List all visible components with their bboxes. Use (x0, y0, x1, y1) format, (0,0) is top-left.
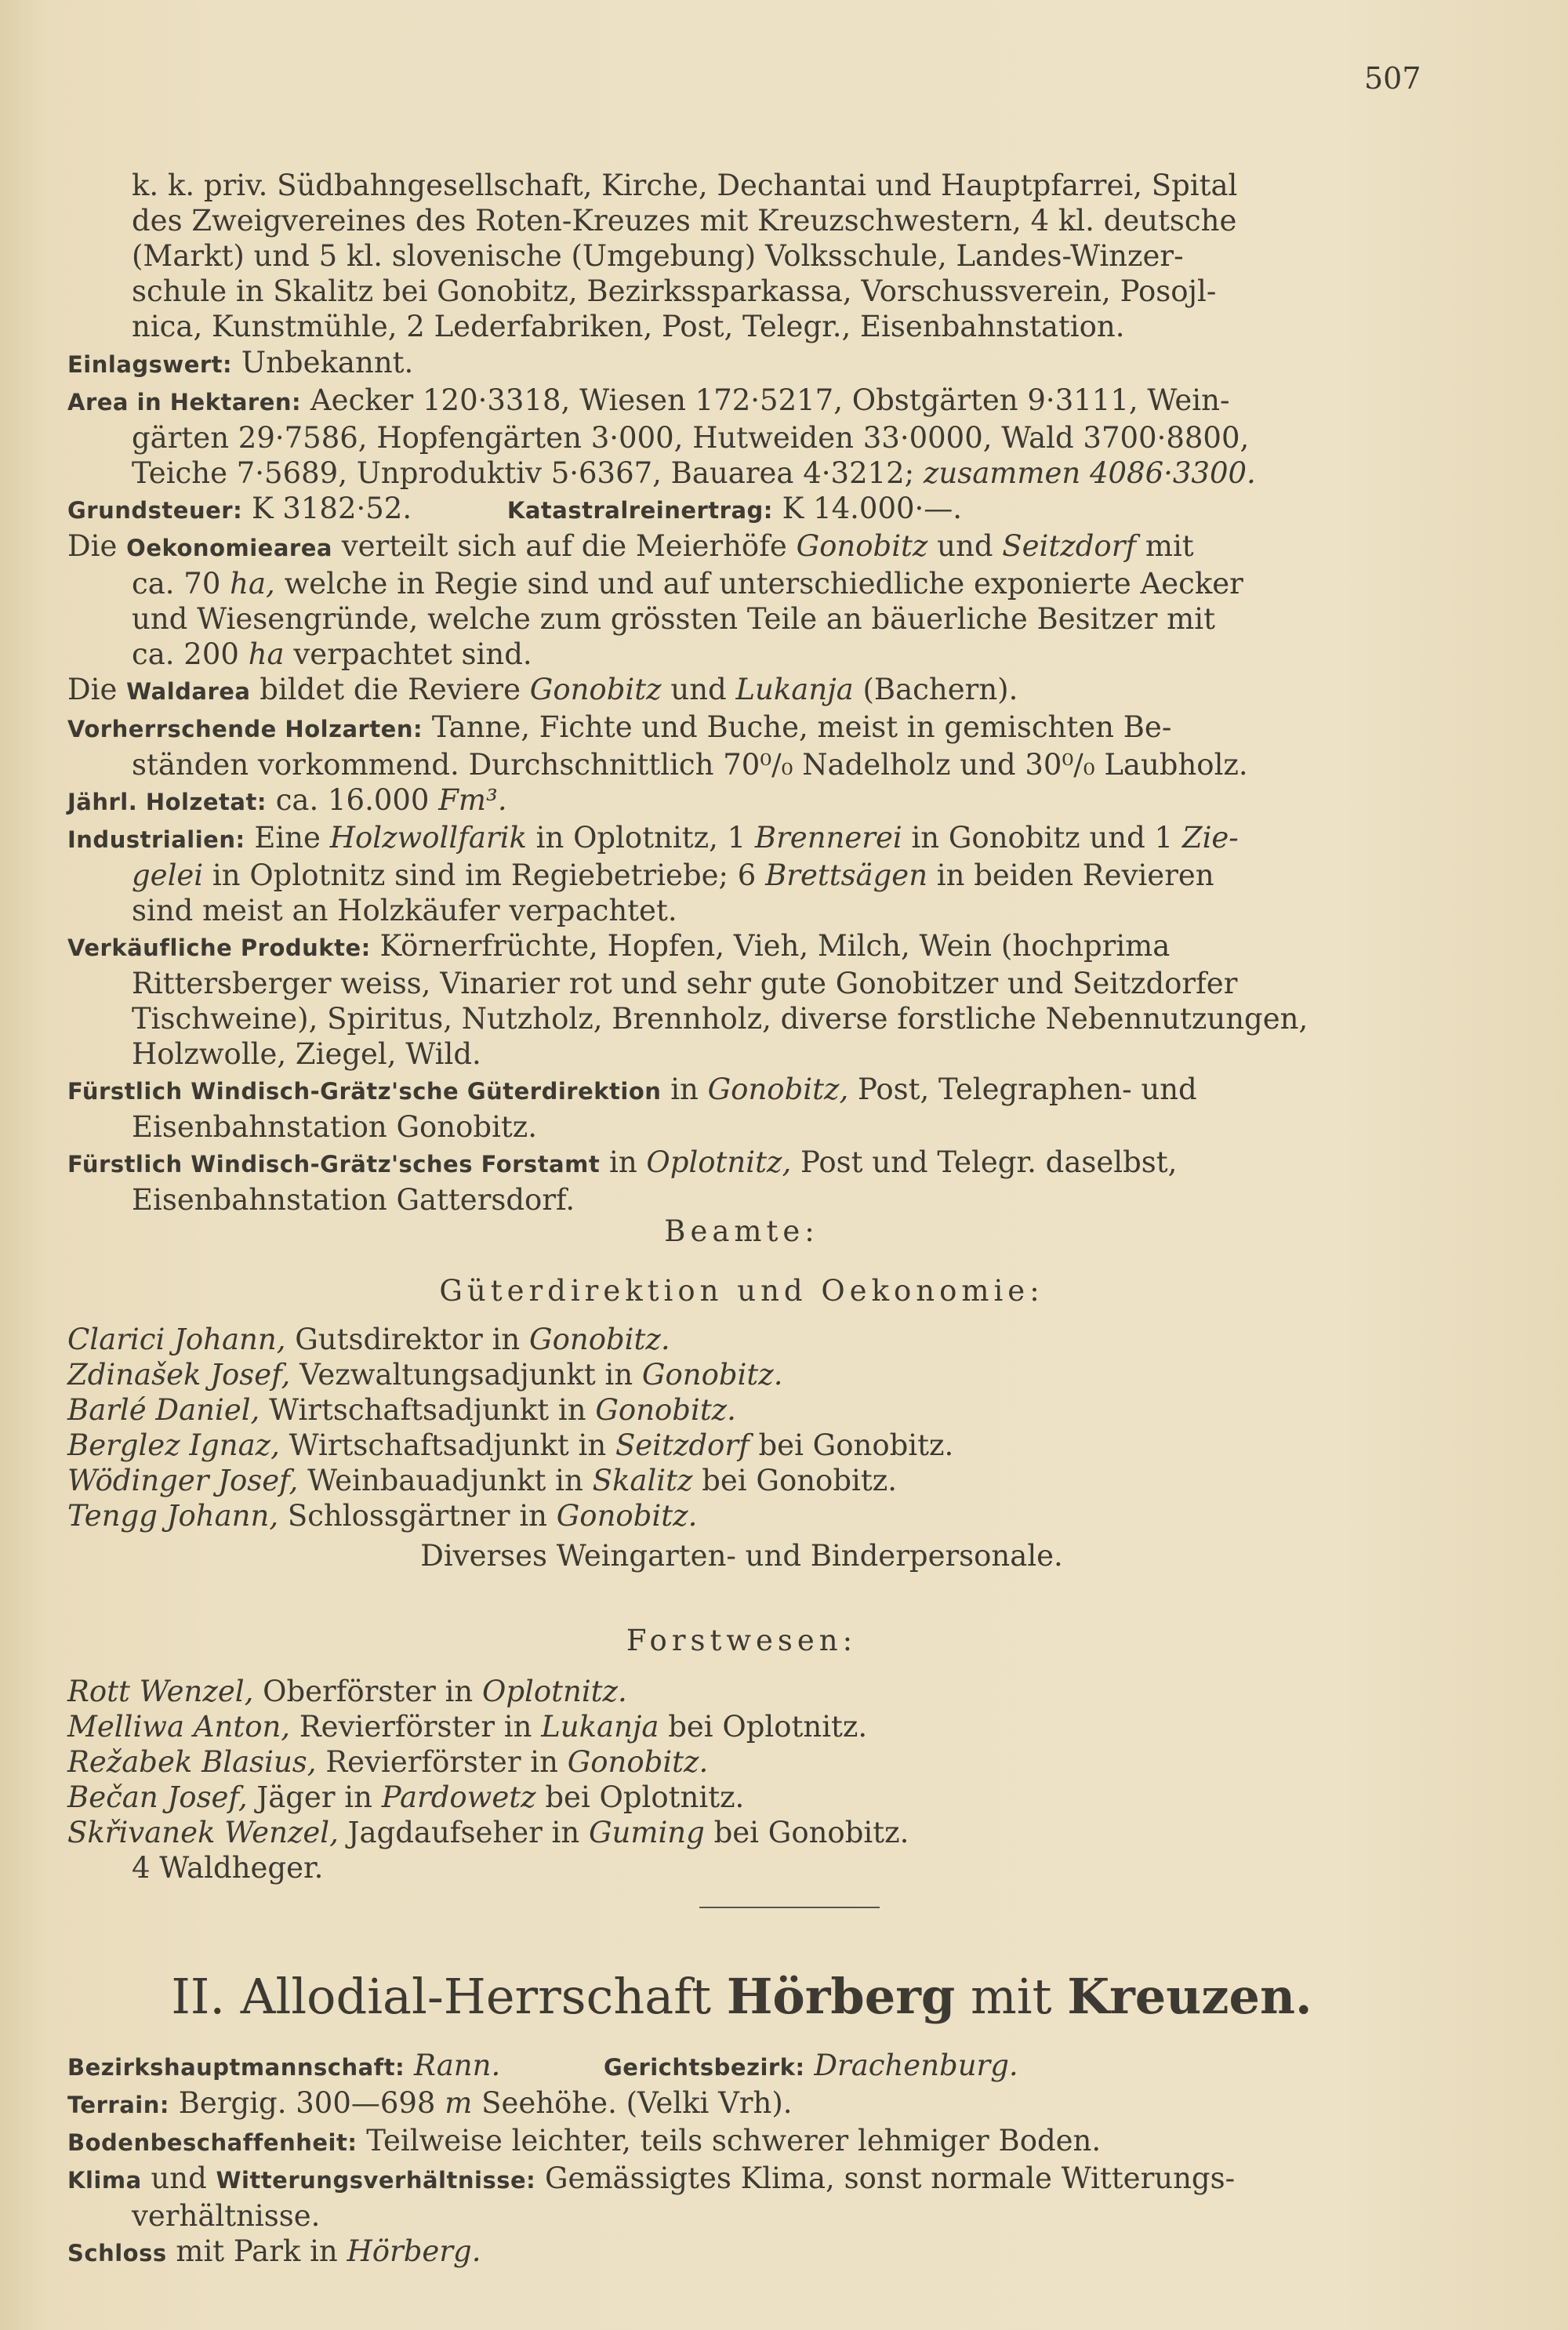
einlagswert-entry (67, 345, 1416, 383)
klima-label: Klima (67, 2167, 142, 2194)
boden-entry (67, 2123, 1416, 2161)
staff-place: Guming (589, 1816, 705, 1849)
gueterdirektion-label: Fürstlich Windisch-Grätz'sche Güterdirektion (67, 1078, 662, 1105)
unit: ha (248, 637, 285, 671)
section-heading-mid: mit (970, 1968, 1052, 2025)
text-line: ständen vorkommend. Durchschnittlich 70⁰/₀ Nadelholz und 30⁰/₀ Laubholz. (132, 748, 1248, 782)
einlagswert-label: Einlagswert: (67, 351, 233, 378)
gueterdirektion-entry (67, 1072, 1416, 1145)
oekonomie-label: Oekonomiearea (126, 535, 332, 561)
area-line: gärten 29·7586, Hopfengärten 3·000, Hutweiden 33·0000, Wald 3700·8800, (132, 421, 1250, 455)
grundsteuer-value: K 3182·52. (251, 492, 412, 525)
staff-name: Skřivanek Wenzel, (67, 1816, 339, 1849)
staff-name: Barlé Daniel, (67, 1393, 260, 1427)
waldarea-entry (67, 672, 1416, 710)
staff-place: Gonobitz. (567, 1745, 709, 1779)
staff-place: Gonobitz. (641, 1358, 783, 1392)
staff-place: Seitzdorf (615, 1428, 750, 1462)
holzetat-label: Jährl. Holzetat: (67, 789, 267, 815)
steuer-entry (67, 491, 1416, 528)
main-entries (67, 345, 1416, 1218)
staff-role: Vezwaltungsadjunkt in (299, 1358, 633, 1392)
produkte-entry (67, 928, 1416, 1072)
staff-role: Revierförster in (299, 1710, 532, 1744)
area-line-last (67, 455, 1416, 491)
oekonomie-entry (67, 528, 1416, 672)
gueter-staff-list (67, 1322, 1416, 1573)
intro-line: des Zweigvereines des Roten-Kreuzes mit Kreuzschwestern, 4 kl. deutsche (132, 204, 1237, 238)
staff-suffix: bei Oplotnitz. (545, 1780, 745, 1814)
text: ca. 70 (132, 567, 221, 601)
holzarten-entry (67, 710, 1416, 782)
area-total: zusammen 4086·3300. (923, 456, 1256, 490)
staff-role: Wirtschaftsadjunkt in (289, 1428, 607, 1462)
staff-name: Berglez Ignaz, (67, 1428, 280, 1462)
unit: Fm³. (438, 783, 507, 817)
staff-name: Zdinašek Josef, (67, 1358, 291, 1392)
staff-role: Weinbauadjunkt in (307, 1464, 583, 1497)
text: Die (67, 529, 118, 563)
area-line: Aecker 120·3318, Wiesen 172·5217, Obstgärten 9·3111, Wein- (310, 383, 1230, 417)
staff-role: Schlossgärtner in (287, 1499, 547, 1533)
staff-name: Rott Wenzel, (67, 1675, 254, 1708)
term: Brettsägen (765, 858, 928, 892)
holzarten-label: Vorherrschende Holzarten: (67, 716, 423, 742)
staff-row (67, 1498, 1416, 1533)
section-heading-prefix: II. Allodial-Herrschaft (171, 1968, 712, 2025)
place-name: Hörberg. (347, 2234, 481, 2268)
staff-role: Jagdaufseher in (347, 1816, 580, 1849)
place-name: Gonobitz, (707, 1072, 849, 1106)
section-heading (67, 1968, 1416, 2025)
katastral-value: K 14.000·—. (782, 492, 963, 525)
section-heading-name: Kreuzen. (1067, 1968, 1312, 2025)
text: (Bachern). (862, 673, 1018, 706)
staff-name: Melliwa Anton, (67, 1710, 291, 1744)
text-line: Eisenbahnstation Gonobitz. (132, 1110, 538, 1144)
text: in Gonobitz und 1 (911, 821, 1174, 855)
staff-place: Pardowetz (381, 1780, 536, 1814)
text: in (608, 1145, 637, 1179)
waldarea-label: Waldarea (126, 678, 251, 705)
holzetat-value: ca. 16.000 (275, 783, 430, 817)
staff-name: Tengg Johann, (67, 1499, 279, 1533)
forst-heading: Forstwesen: (626, 1624, 858, 1657)
text: Eine (254, 821, 321, 855)
place-name: Oplotnitz, (646, 1145, 792, 1179)
staff-row (67, 1709, 1416, 1744)
staff-role: Oberförster in (263, 1675, 474, 1708)
boden-label: Bodenbeschaffenheit: (67, 2129, 358, 2156)
text: in (670, 1072, 699, 1106)
section-divider (699, 1907, 880, 1908)
einlagswert-value: Unbekannt. (241, 346, 414, 379)
forstamt-label: Fürstlich Windisch-Grätz'sches Forstamt (67, 1151, 601, 1178)
text: Gemässigtes Klima, sonst normale Witterungs- (545, 2161, 1236, 2195)
place-name: Lukanja (735, 673, 854, 706)
bh-label: Bezirkshauptmannschaft: (67, 2054, 405, 2081)
forst-staff-list (67, 1674, 1416, 1885)
text: in Oplotnitz, 1 (535, 821, 746, 855)
text: und (670, 673, 727, 706)
text: verteilt sich auf die Meierhöfe (341, 529, 787, 563)
text: mit Park in (176, 2234, 338, 2268)
text-line: Holzwolle, Ziegel, Wild. (132, 1037, 481, 1071)
area-label: Area in Hektaren: (67, 389, 302, 416)
forst-extra: 4 Waldheger. (132, 1851, 324, 1885)
text-line: verhältnisse. (132, 2199, 321, 2233)
text: bildet die Reviere (260, 673, 521, 706)
page-number: 507 (1364, 61, 1421, 96)
intro-line: k. k. priv. Südbahngesellschaft, Kirche, Dechantai und Hauptpfarrei, Spital (132, 169, 1238, 202)
staff-place: Gonobitz. (595, 1393, 736, 1427)
produkte-label: Verkäufliche Produkte: (67, 935, 371, 961)
staff-suffix: bei Oplotnitz. (668, 1710, 868, 1744)
schloss-label: Schloss (67, 2240, 167, 2266)
staff-place: Lukanja (541, 1710, 659, 1744)
text: mit (1145, 529, 1194, 563)
staff-row (67, 1463, 1416, 1498)
staff-name: Režabek Blasius, (67, 1745, 317, 1779)
gb-value: Drachenburg. (814, 2049, 1018, 2082)
unit: m (445, 2086, 473, 2120)
bh-gb-entry (67, 2048, 1416, 2085)
intro-paragraph (67, 168, 1416, 344)
text: Die (67, 673, 118, 706)
gueter-heading: Güterdirektion und Oekonomie: (439, 1274, 1044, 1308)
text-line: und Wiesengründe, welche zum grössten Teile an bäuerliche Besitzer mit (132, 602, 1215, 636)
staff-row (67, 1780, 1416, 1815)
term: gelei (132, 858, 204, 892)
text: Bergig. 300—698 (178, 2086, 436, 2120)
staff-row (67, 1428, 1416, 1463)
staff-row (67, 1322, 1416, 1357)
staff-role: Jäger in (256, 1780, 372, 1814)
intro-line: schule in Skalitz bei Gonobitz, Bezirkssparkassa, Vorschussverein, Posojl- (132, 274, 1217, 308)
gb-label: Gerichtsbezirk: (603, 2054, 805, 2081)
section2-entries (67, 2048, 1416, 2271)
text: verpachtet sind. (293, 637, 532, 671)
intro-line: (Markt) und 5 kl. slovenische (Umgebung) Volksschule, Landes-Winzer- (132, 239, 1184, 273)
text: Seehöhe. (Velki Vrh). (481, 2086, 793, 2120)
text-line: sind meist an Holzkäufer verpachtet. (132, 894, 677, 927)
text-line: Rittersberger weiss, Vinarier rot und sehr gute Gonobitzer und Seitzdorfer (132, 967, 1238, 1000)
text: Körnerfrüchte, Hopfen, Vieh, Milch, Wein (hochprima (379, 929, 1171, 963)
katastral-label: Katastralreinertrag: (506, 497, 773, 524)
staff-suffix: bei Gonobitz. (713, 1816, 909, 1849)
staff-name: Wödinger Josef, (67, 1464, 299, 1497)
holzetat-entry (67, 782, 1416, 820)
witterung-label: Witterungsverhältnisse: (216, 2167, 536, 2194)
section-heading-name: Hörberg (726, 1968, 956, 2025)
text: Tanne, Fichte und Buche, meist in gemischten Be- (431, 710, 1172, 744)
text: in Oplotnitz sind im Regiebetriebe; 6 (212, 858, 757, 892)
staff-row (67, 1392, 1416, 1428)
schloss-entry (67, 2234, 1416, 2271)
staff-place: Gonobitz. (556, 1499, 698, 1533)
text: Post, Telegraphen- und (857, 1072, 1197, 1106)
staff-row (67, 1357, 1416, 1392)
staff-suffix: bei Gonobitz. (758, 1428, 954, 1462)
staff-place: Gonobitz. (529, 1323, 670, 1356)
staff-name: Bečan Josef, (67, 1780, 248, 1814)
text: welche in Regie sind und auf unterschiedliche exponierte Aecker (284, 567, 1243, 601)
staff-role: Wirtschaftsadjunkt in (269, 1393, 586, 1427)
text: und (937, 529, 993, 563)
term: Zie- (1181, 821, 1239, 855)
beamte-heading: Beamte: (664, 1214, 819, 1248)
staff-place: Oplotnitz. (482, 1675, 627, 1708)
area-entry (67, 383, 1416, 491)
text: ca. 200 (132, 637, 239, 671)
staff-role: Gutsdirektor in (295, 1323, 521, 1356)
unit: ha, (230, 567, 275, 601)
klima-entry (67, 2161, 1416, 2234)
boden-value: Teilweise leichter, teils schwerer lehmiger Boden. (366, 2124, 1102, 2158)
staff-name: Clarici Johann, (67, 1323, 286, 1356)
terrain-label: Terrain: (67, 2092, 169, 2118)
term: Holzwollfarik (329, 821, 527, 855)
staff-row (67, 1744, 1416, 1780)
place-name: Gonobitz (529, 673, 662, 706)
bh-value: Rann. (414, 2049, 501, 2082)
industrialien-entry (67, 820, 1416, 928)
text-line: Tischweine), Spiritus, Nutzholz, Brennholz, diverse forstliche Nebennutzungen, (132, 1002, 1308, 1036)
intro-line: nica, Kunstmühle, 2 Lederfabriken, Post, Telegr., Eisenbahnstation. (132, 310, 1125, 343)
grundsteuer-label: Grundsteuer: (67, 497, 243, 524)
gueter-extra: Diverses Weingarten- und Binderpersonale. (420, 1539, 1063, 1573)
text: Post und Telegr. daselbst, (800, 1145, 1178, 1179)
industrialien-label: Industrialien: (67, 826, 245, 853)
staff-row (67, 1674, 1416, 1709)
place-name: Seitzdorf (1002, 529, 1137, 563)
place-name: Gonobitz (796, 529, 928, 563)
staff-place: Skalitz (592, 1464, 693, 1497)
staff-suffix: bei Gonobitz. (702, 1464, 897, 1497)
term: Brennerei (754, 821, 902, 855)
staff-row (67, 1815, 1416, 1850)
text-line: Eisenbahnstation Gattersdorf. (132, 1183, 575, 1217)
area-line: Teiche 7·5689, Unproduktiv 5·6367, Bauarea 4·3212; (132, 456, 915, 490)
staff-role: Revierförster in (325, 1745, 558, 1779)
forstamt-entry (67, 1145, 1416, 1218)
text: und (151, 2161, 207, 2195)
terrain-entry (67, 2085, 1416, 2123)
text: in beiden Revieren (936, 858, 1214, 892)
